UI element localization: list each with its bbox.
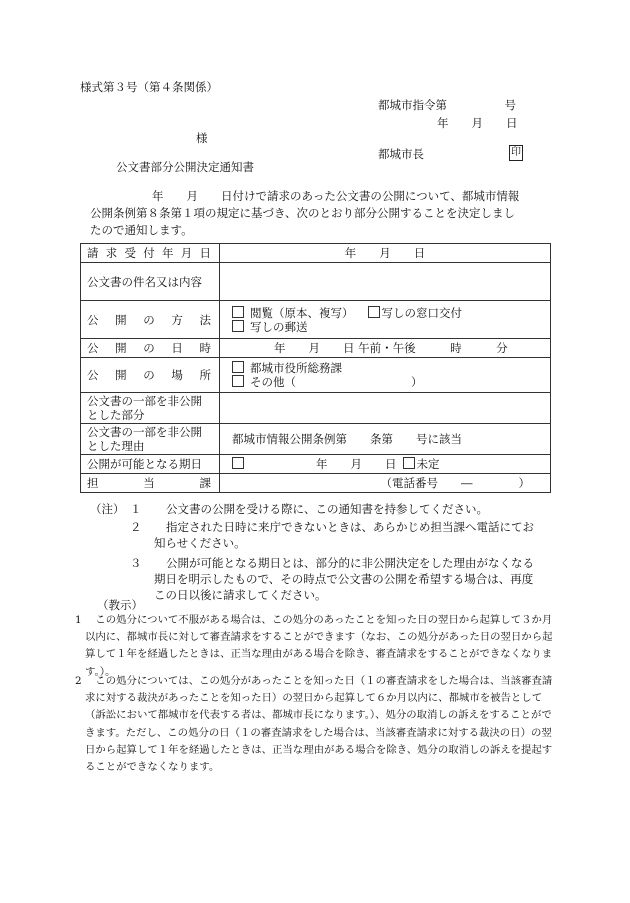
instruction-text: ることができなくなります。 — [85, 761, 220, 774]
table-row — [81, 301, 551, 339]
instruction-text: この処分については、この処分があったことを知った日（１の審査請求をした場合は、当該審査請 — [85, 675, 553, 687]
table-row — [81, 358, 551, 393]
document-subject-value — [220, 263, 551, 301]
issuer-name: 都城市長 — [378, 147, 424, 161]
note-text: 公文書の公開を受ける際に、この通知書を持参してください。 — [166, 502, 488, 516]
instruction-text: 算して１年を経過したときは、正当な理由がある場合を除き、審査請求をすることができなくなりま — [85, 648, 553, 661]
row-label: 公開が可能となる期日 — [81, 455, 220, 474]
option-label: 写しの郵送 — [250, 319, 308, 334]
checkbox[interactable] — [368, 306, 380, 318]
row-label: 公文書の一部を非公開 — [87, 425, 202, 439]
option-label: その他（ ） — [250, 375, 423, 389]
decision-table — [80, 243, 551, 493]
note-item — [90, 501, 550, 517]
note-number: １ — [130, 502, 142, 516]
note-text: 指定された日時に来庁できないときは、あらかじめ担当課へ電話にてお — [166, 520, 534, 534]
note-text: 知らせください。 — [154, 536, 246, 550]
note-text: この日以後に請求してください。 — [154, 588, 327, 602]
instruction-text: きます。ただし、この処分の日（１の審査請求をした場合は、当該審査請求に対する裁決の日）の翌 — [85, 726, 552, 739]
checkbox[interactable] — [232, 375, 244, 387]
instruction-text: 求に対する裁決があったことを知った日）の翌日から起算して６か月以内に、都城市を被告として — [85, 692, 543, 705]
document-title: 公文書部分公開決定通知書 — [116, 160, 254, 174]
note-item — [90, 555, 550, 603]
nondisclosure-reason-value: 都城市情報公開条例第 条第 号に該当 — [220, 424, 551, 455]
option-label: 写しの窓口交付 — [381, 305, 462, 320]
row-label: とした部分 — [87, 408, 145, 422]
table-row — [81, 263, 551, 301]
addressee-suffix: 様 — [196, 131, 208, 145]
available-date-options — [220, 455, 551, 474]
instruction-number: 2 — [75, 675, 82, 687]
method-options — [220, 301, 551, 339]
row-label: 公開の日時 — [87, 341, 211, 355]
row-label: 公開の場所 — [87, 368, 211, 382]
checkbox[interactable] — [232, 320, 244, 332]
row-label: 担当課 — [87, 476, 211, 490]
row-label: 公文書の一部を非公開 — [87, 394, 202, 408]
reference-number: 都城市指令第 号 — [378, 98, 516, 112]
checkbox[interactable] — [232, 457, 244, 469]
instruction-text: 日から起算して１年を経過したときは、正当な理由がある場合を除き、処分の取消しの訴えを提起す — [85, 743, 553, 756]
table-row — [81, 339, 551, 358]
option-label: 未定 — [416, 457, 440, 471]
notes-lead: （注） — [90, 502, 125, 516]
row-label: 請求受付年月日 — [87, 246, 211, 260]
note-text: 公開が可能となる期日とは、部分的に非公開決定をした理由がなくなる — [166, 556, 534, 570]
instruction-text: この処分について不服がある場合は、この処分のあったことを知った日の翌日から起算して３か月 — [85, 614, 553, 626]
table-row — [81, 424, 551, 455]
request-date-value: 年 月 日 — [220, 244, 551, 263]
place-options — [220, 358, 551, 393]
notes-section — [90, 501, 550, 603]
intro-line: 年 月 日付けで請求のあった公文書の公開について、都城市情報 — [152, 189, 520, 203]
checkbox[interactable] — [232, 361, 244, 373]
seal-mark: 印 — [509, 145, 523, 161]
issue-date: 年 月 日 — [437, 116, 518, 130]
row-label: 公文書の件名又は内容 — [81, 263, 220, 301]
row-label: 公開の方法 — [87, 312, 211, 327]
form-number: 様式第３号（第４条関係） — [80, 80, 218, 94]
option-label: 閲覧（原本、複写） — [250, 305, 354, 320]
intro-paragraph — [90, 188, 558, 239]
checkbox[interactable] — [232, 306, 244, 318]
table-row — [81, 393, 551, 424]
instruction-text: す。）。 — [85, 665, 116, 678]
instruction-heading: （教示） — [97, 598, 143, 612]
note-item — [90, 519, 550, 551]
instruction-text: 以内に、都城市長に対して審査請求をすることができます（なお、この処分があった日の翌日から起 — [85, 631, 553, 644]
note-text: 期日を明示したもので、その時点で公文書の公開を希望する場合は、再度 — [154, 572, 534, 586]
table-row — [81, 244, 551, 263]
row-label: とした理由 — [87, 439, 145, 453]
instruction-number: 1 — [75, 614, 82, 626]
table-row — [81, 474, 551, 493]
department-phone-value: （電話番号 ― ） — [220, 474, 551, 493]
note-number: ３ — [130, 556, 142, 570]
disclosure-datetime-value: 年 月 日 午前・午後 時 分 — [220, 339, 551, 358]
instruction-text: （訴訟において都城市を代表する者は、都城市長になります。）、処分の取消しの訴えをすることがで — [85, 709, 552, 722]
note-number: ２ — [130, 520, 142, 534]
intro-line: 公開条例第８条第１項の規定に基づき、次のとおり部分公開することを決定しまし — [90, 206, 516, 220]
nondisclosed-part-value — [220, 393, 551, 424]
intro-line: たので通知します。 — [90, 223, 193, 237]
checkbox[interactable] — [403, 457, 415, 469]
instruction-item — [75, 673, 553, 776]
option-label: 都城市役所総務課 — [250, 361, 342, 375]
table-row — [81, 455, 551, 474]
available-date-value: 年 月 日 — [316, 457, 397, 471]
